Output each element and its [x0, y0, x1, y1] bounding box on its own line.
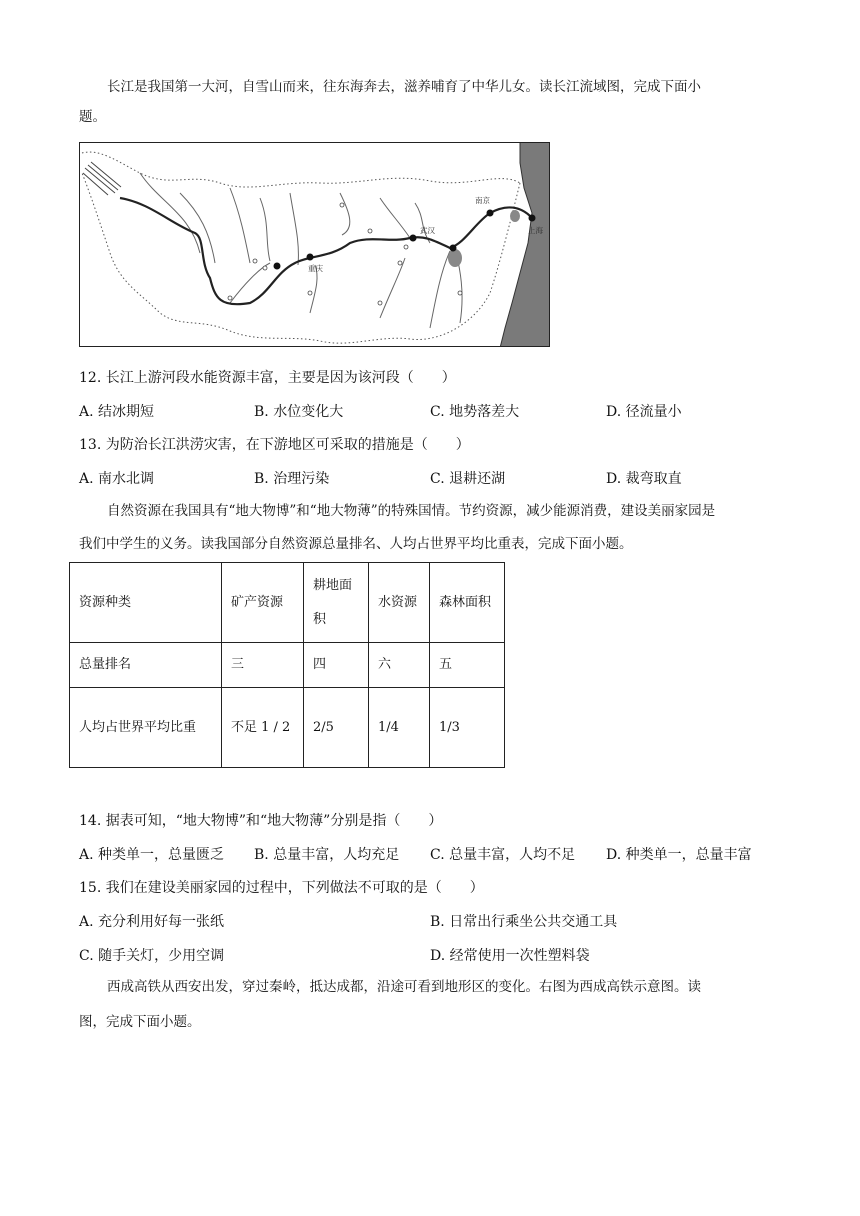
question-14-option-b[interactable]: B. 总量丰富，人均充足 — [254, 847, 400, 863]
table-header-row — [70, 563, 505, 643]
question-15-stem: 15. 我们在建设美丽家园的过程中，下列做法不可取的是（ ） — [79, 880, 484, 896]
question-12-option-a[interactable]: A. 结冰期短 — [79, 404, 155, 420]
question-15-option-a[interactable]: A. 充分利用好每一张纸 — [79, 914, 225, 930]
table-row — [70, 688, 505, 768]
question-13-option-d[interactable]: D. 裁弯取直 — [606, 471, 682, 487]
table-cell: 资源种类 — [70, 563, 222, 643]
question-14-stem: 14. 据表可知，“地大物博”和“地大物薄”分别是指（ ） — [79, 813, 443, 829]
table-row — [70, 643, 505, 688]
question-15-option-b[interactable]: B. 日常出行乘坐公共交通工具 — [430, 914, 618, 930]
question-15-option-c[interactable]: C. 随手关灯，少用空调 — [79, 948, 225, 964]
table-cell: 不足 1 / 2 — [222, 688, 304, 768]
question-14-option-d[interactable]: D. 种类单一，总量丰富 — [606, 847, 752, 863]
passage-3-line-2: 图，完成下面小题。 — [79, 1014, 201, 1030]
map-label-shanghai: 上海 — [528, 226, 543, 235]
resource-table — [69, 562, 505, 768]
table-cell: 水资源 — [369, 563, 430, 643]
map-label-chongqing: 重庆 — [308, 264, 323, 273]
question-13-stem: 13. 为防治长江洪涝灾害，在下游地区可采取的措施是（ ） — [79, 437, 470, 453]
map-label-nanjing: 南京 — [475, 196, 490, 205]
table-cell: 人均占世界平均比重 — [70, 688, 222, 768]
passage-1-line-2: 题。 — [79, 109, 106, 125]
question-12-option-c[interactable]: C. 地势落差大 — [430, 404, 520, 420]
table-cell: 矿产资源 — [222, 563, 304, 643]
question-13-option-c[interactable]: C. 退耕还湖 — [430, 471, 506, 487]
question-12-option-b[interactable]: B. 水位变化大 — [254, 404, 344, 420]
table-cell: 1/4 — [369, 688, 430, 768]
table-cell: 六 — [369, 643, 430, 688]
table-cell: 2/5 — [304, 688, 369, 768]
map-graphic — [80, 143, 550, 347]
table-cell: 四 — [304, 643, 369, 688]
question-12-option-d[interactable]: D. 径流量小 — [606, 404, 682, 420]
yangtze-basin-map — [79, 142, 550, 347]
passage-2-line-1: 自然资源在我国具有“地大物博”和“地大物薄”的特殊国情。节约资源，减少能源消费，建设美丽家园是 — [107, 503, 716, 519]
passage-1-line-1: 长江是我国第一大河，自雪山而来，往东海奔去，滋养哺育了中华儿女。读长江流域图，完成下面小 — [107, 79, 701, 95]
table-cell: 耕地面积 — [304, 563, 369, 643]
question-12-stem: 12. 长江上游河段水能资源丰富，主要是因为该河段（ ） — [79, 370, 456, 386]
question-13-option-a[interactable]: A. 南水北调 — [79, 471, 155, 487]
question-15-option-d[interactable]: D. 经常使用一次性塑料袋 — [430, 948, 590, 964]
table-cell: 1/3 — [430, 688, 505, 768]
map-label-wuhan: 武汉 — [420, 226, 435, 235]
question-14-option-a[interactable]: A. 种类单一，总量匮乏 — [79, 847, 225, 863]
question-14-option-c[interactable]: C. 总量丰富，人均不足 — [430, 847, 576, 863]
passage-2-line-2: 我们中学生的义务。读我国部分自然资源总量排名、人均占世界平均比重表，完成下面小题。 — [79, 536, 633, 552]
table-cell: 总量排名 — [70, 643, 222, 688]
table-cell: 三 — [222, 643, 304, 688]
table-cell: 五 — [430, 643, 505, 688]
passage-3-line-1: 西成高铁从西安出发，穿过秦岭，抵达成都，沿途可看到地形区的变化。右图为西成高铁示意图。读 — [107, 979, 701, 995]
table-cell: 森林面积 — [430, 563, 505, 643]
question-13-option-b[interactable]: B. 治理污染 — [254, 471, 330, 487]
